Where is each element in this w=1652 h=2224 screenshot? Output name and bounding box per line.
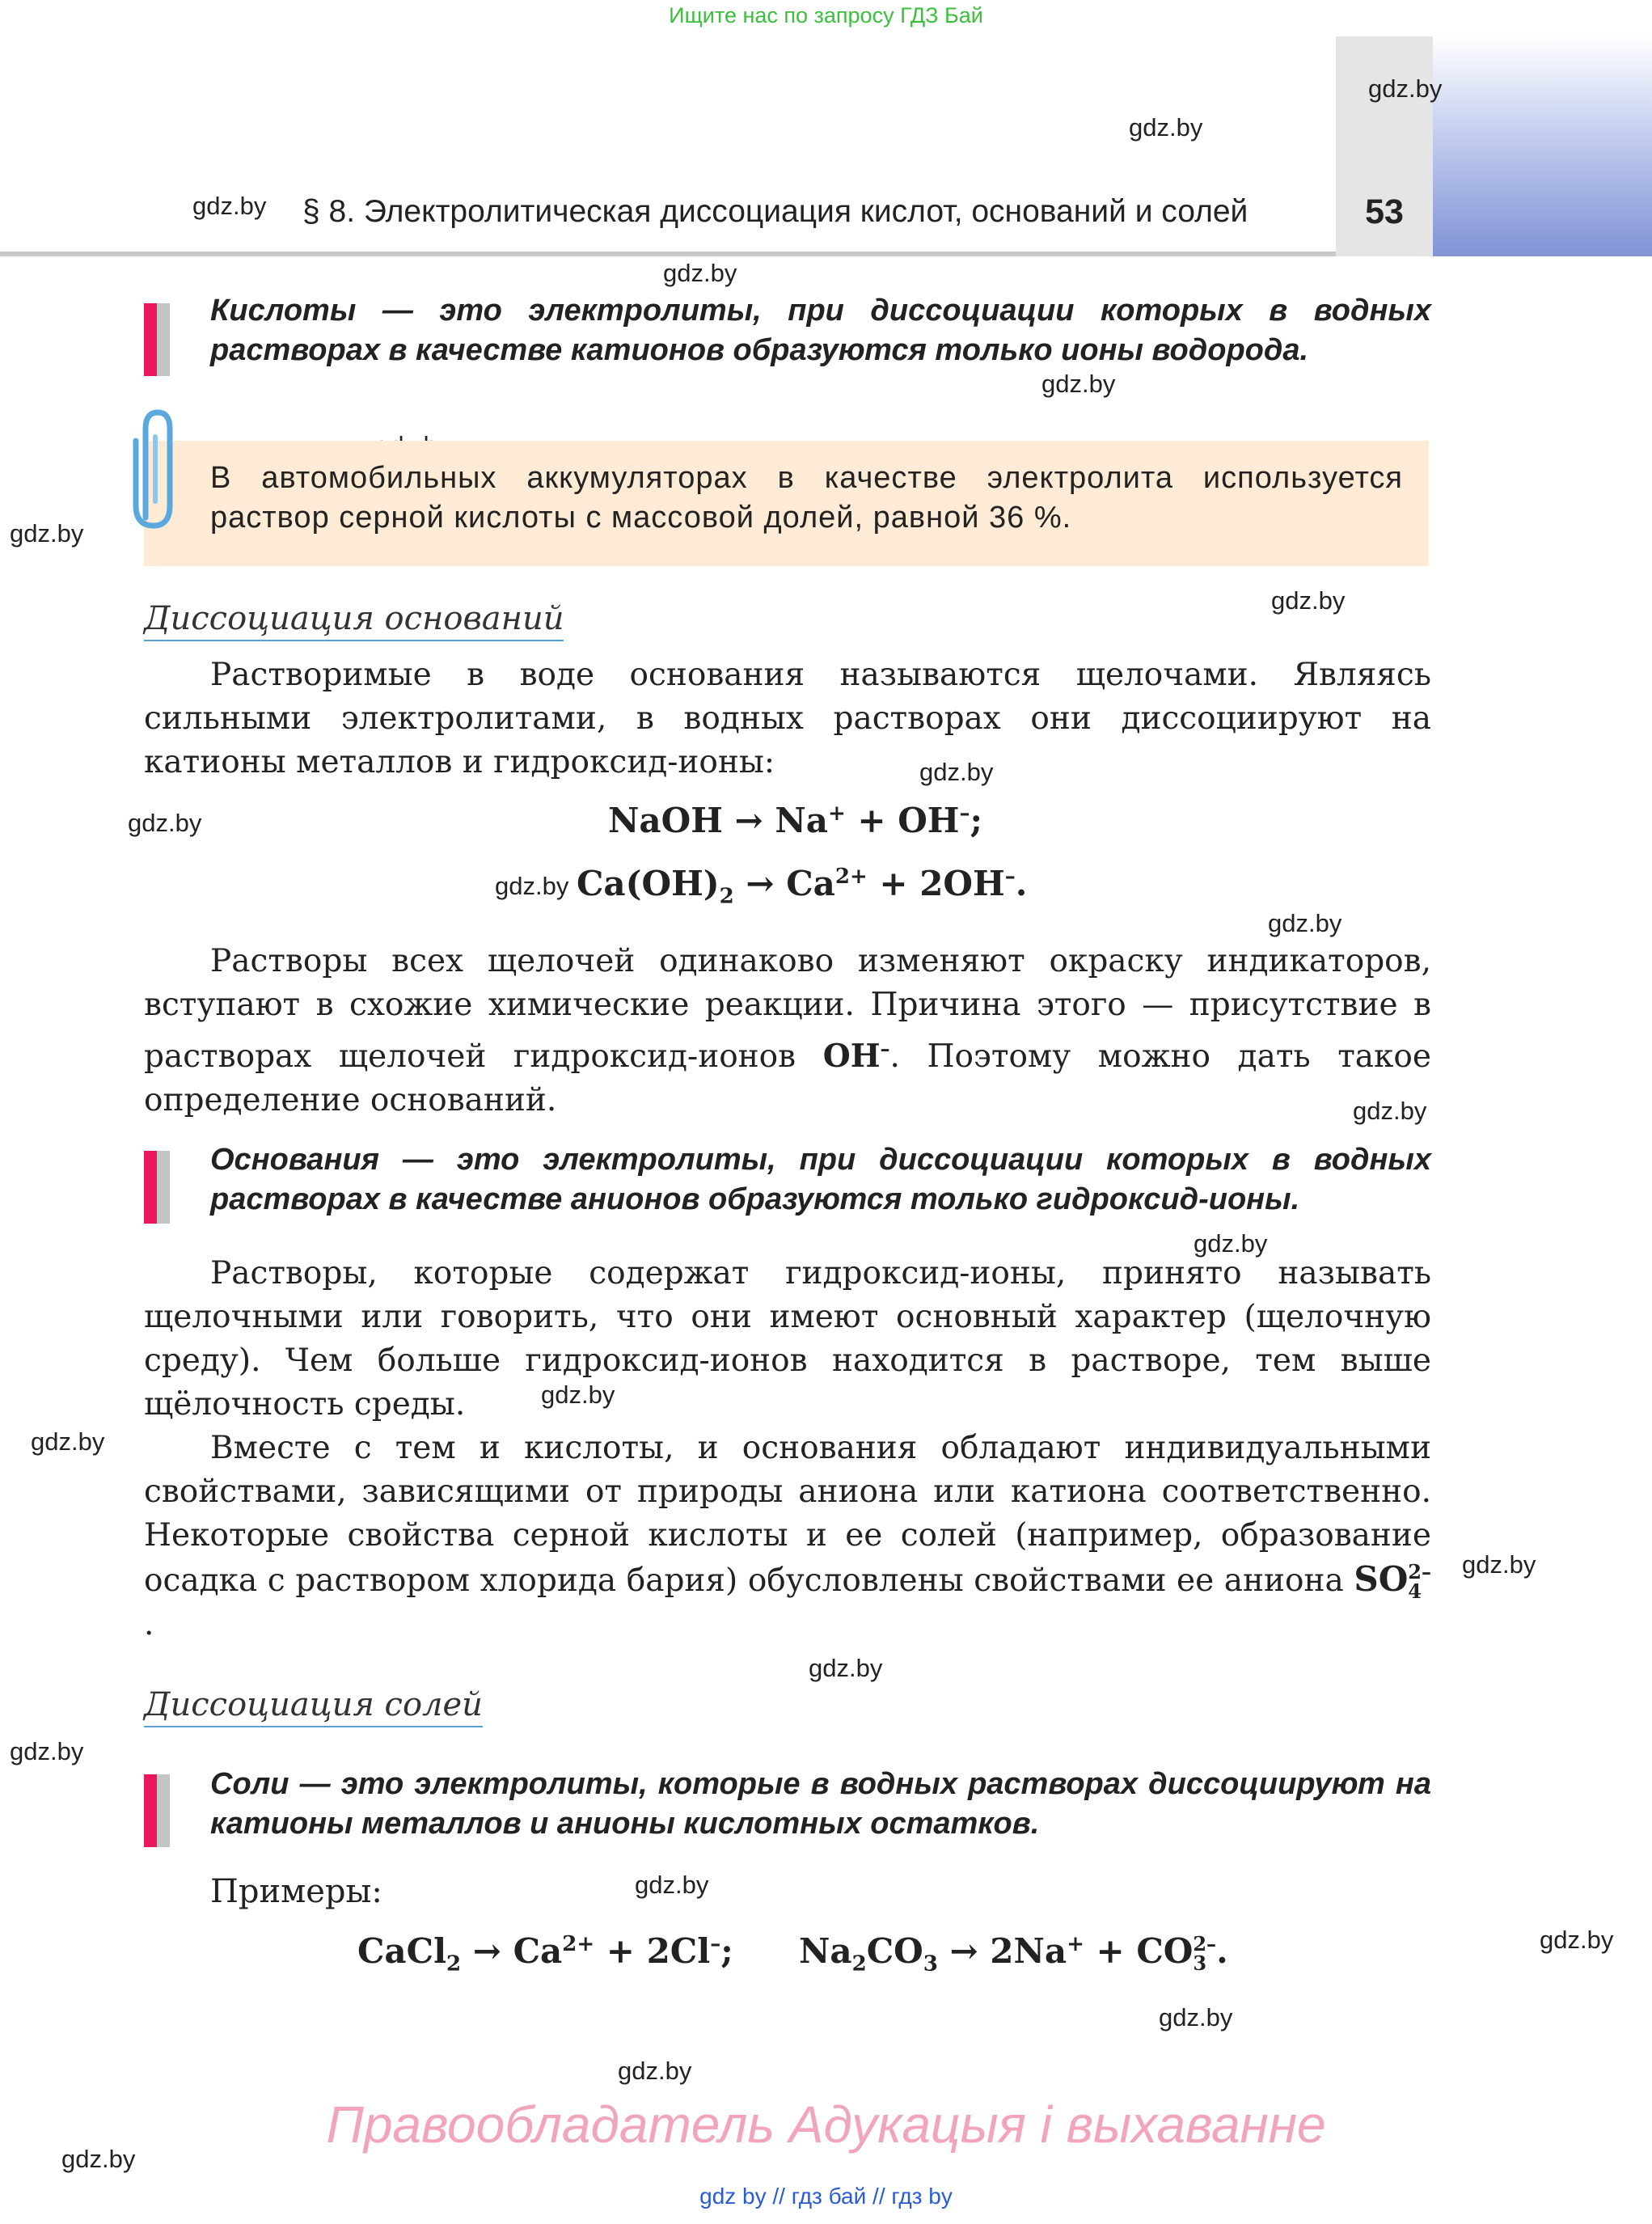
paperclip-icon (121, 404, 186, 534)
section-heading-bases: Диссоциация оснований (144, 600, 564, 641)
paragraph-text: Растворы всех щелочей одинаково изменяют окраску индикаторов, вступают в схожие химические реакции. Причина этого — присутствие в растворах щелочей гидроксид-ионов (144, 943, 1431, 1075)
charge: – (1004, 865, 1016, 889)
charge: 2+ (834, 865, 868, 889)
paragraph-bases-indicators (144, 940, 1431, 1123)
top-banner: Ищите нас по запросу ГДЗ Бай (669, 3, 983, 27)
paragraph-text: Растворы, которые содержат гидроксид-ионы, принято называть щелочными или говорить, что они имеют основный характер (щелочную среду). Чем больше гидроксид-ионов находится в растворе, тем выше щёлочность среды. (144, 1255, 1431, 1423)
arrow: → (949, 1931, 978, 1971)
plus: + (879, 864, 908, 903)
watermark: gdz.by (1041, 370, 1116, 398)
equation-naoh (608, 801, 982, 840)
arrow: → (734, 801, 763, 840)
formula-lhs: NaOH (608, 801, 723, 840)
watermark: gdz.by (128, 809, 202, 837)
anion: 2OH (919, 864, 1005, 903)
cation: Na (775, 801, 828, 840)
watermark: gdz.by (618, 2057, 692, 2085)
watermark: gdz.by (919, 758, 994, 786)
paragraph-text: . Поэтому можно дать такое определение оснований. (144, 1038, 1431, 1118)
watermark: gdz.by (1353, 1097, 1427, 1125)
definition-salts: Соли — это электролиты, которые в водных растворах диссоциируют на катионы металлов и анионы кислотных остатков. (210, 1767, 1431, 1841)
watermark: gdz.by (495, 872, 569, 900)
punctuation: . (1015, 864, 1028, 903)
definition-bases: Основания — это электролиты, при диссоциации которых в водных растворах в качестве анионов образуются только гидроксид-ионы. (210, 1143, 1431, 1216)
paragraph-text: Вместе с тем и кислоты, и основания обладают индивидуальными свойствами, зависящими от природы аниона или катиона соответственно. Некоторые свойства серной кислоты и ее солей (например, образование осадка с раствором хлорида бария) обусловлены свойствами ее аниона (144, 1430, 1431, 1599)
watermark: gdz.by (1462, 1550, 1536, 1579)
running-header: § 8. Электролитическая диссоциация кислот, оснований и солей (302, 194, 1249, 229)
watermark: gdz.by (31, 1427, 105, 1456)
watermark: gdz.by (1540, 1926, 1614, 1954)
equation-na2co3: $Na_2CO_3 \to 2Na^+$ + CO 2– 3 . (799, 1931, 1228, 1977)
arrow: → (472, 1931, 501, 1971)
paragraph-text: Растворимые в воде основания называются щелочами. Являясь сильными электролитами, в водных растворах они диссоциируют на катионы металлов и гидроксид-ионы: (144, 657, 1431, 780)
watermark: gdz.by (192, 192, 267, 220)
watermark: gdz.by (1159, 2003, 1233, 2032)
arrow: → (746, 864, 775, 903)
subscript: 2 (719, 884, 734, 909)
equation-cacl2: CaCl$_2$ → $Ca^{2+} + 2Cl^-$; (357, 1931, 733, 1977)
section-heading-salts: Диссоциация солей (144, 1686, 483, 1727)
corner-gradient (1433, 36, 1652, 256)
watermark: gdz.by (1268, 909, 1342, 937)
header-rule (0, 252, 1336, 256)
charge: + (827, 801, 846, 826)
charge: – (959, 801, 970, 826)
definition-marker-shadow (157, 303, 170, 376)
watermark: gdz.by (809, 1654, 883, 1682)
anion: OH (898, 801, 960, 840)
paragraph-alkaline (144, 1252, 1431, 1427)
definition-marker (144, 303, 157, 376)
definition-marker (144, 1774, 157, 1847)
equation-caoh2 (577, 864, 1027, 908)
definition-marker (144, 1151, 157, 1224)
cation: Ca (786, 864, 835, 903)
sulfate-ion: SO 2– 4 (1354, 1559, 1431, 1603)
watermark: gdz.by (1368, 74, 1443, 103)
note-text: В автомобильных аккумуляторах в качестве электролита используется раствор серной кислоты с массовой долей, равной 36 %. (210, 461, 1403, 535)
watermark: gdz.by (10, 1737, 84, 1765)
watermark: gdz.by (10, 519, 84, 548)
paragraph-bases-intro (144, 653, 1431, 784)
definition-marker-shadow (157, 1151, 170, 1224)
watermark: gdz.by (541, 1380, 615, 1409)
watermark: gdz.by (1194, 1229, 1268, 1258)
footer-links[interactable]: gdz by // гдз бай // гдз by (699, 2184, 953, 2209)
plus: + (857, 801, 886, 840)
watermark: gdz.by (1129, 113, 1203, 142)
watermark: gdz.by (663, 259, 737, 287)
examples-label: Примеры: (210, 1873, 382, 1910)
page-number: 53 (1365, 192, 1404, 231)
formula-lhs: Ca(OH) (577, 864, 720, 903)
paragraph-individual: Вместе с тем и кислоты, и основания обладают индивидуальными свойствами, зависящими от природы аниона или катиона соответственно. Некоторые свойства серной кислоты и ее солей (например, образование осадка с раствором хлорида бария) обусловлены свойствами ее аниона SO 2– 4 . (144, 1430, 1431, 1643)
definition-marker-shadow (157, 1774, 170, 1847)
watermark: gdz.by (635, 1871, 709, 1899)
watermark: gdz.by (61, 2145, 136, 2173)
copyright-notice: Правообладатель Адукацыя і выхаванне (326, 2095, 1326, 2154)
punctuation: ; (970, 801, 982, 840)
ion-formula: OH– (822, 1037, 890, 1075)
watermark: gdz.by (1271, 586, 1346, 615)
definition-acids: Кислоты — это электролиты, при диссоциации которых в водных растворах в качестве катионов образуются только ионы водорода. (210, 294, 1431, 367)
